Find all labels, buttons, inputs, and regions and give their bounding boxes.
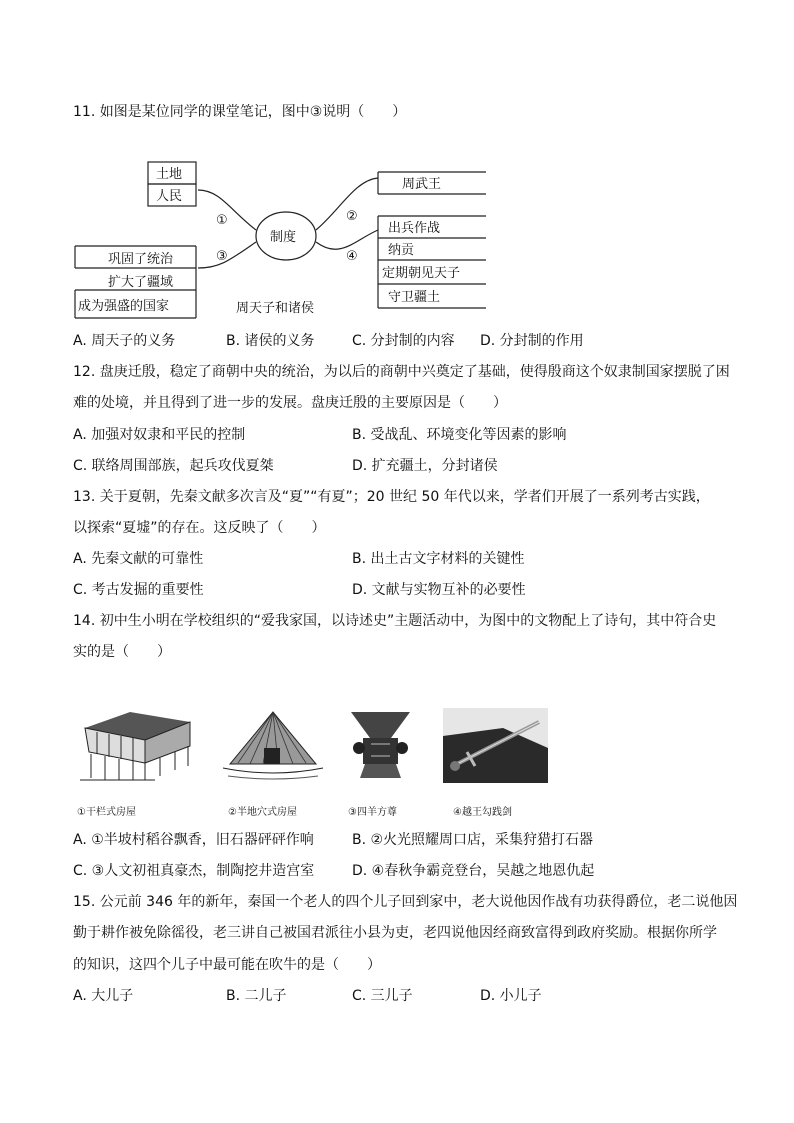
q15-option-d[interactable]: D. 小儿子 — [480, 988, 542, 1004]
q12-option-d[interactable]: D. 扩充疆土，分封诸侯 — [352, 458, 498, 474]
q11-option-a[interactable]: A. 周天子的义务 — [73, 333, 176, 349]
image-caption-4: ④越王勾践剑 — [453, 807, 512, 818]
question-15-stem-line-2: 勤于耕作被免除徭役，老三讲自己被国君派往小县为吏，老四说他因经商致富得到政府奖励。根据你所学 — [73, 925, 717, 941]
diagram-left-bottom-1: 巩固了统治 — [108, 252, 174, 267]
question-12-stem-line-2: 难的处境，并且得到了进一步的发展。盘庚迁殷的主要原因是（ ） — [73, 395, 507, 411]
q12-option-a[interactable]: A. 加强对奴隶和平民的控制 — [73, 427, 246, 443]
diagram-branch-3: ③ — [216, 249, 228, 264]
pit-house-icon — [218, 708, 328, 783]
diagram-branch-1: ① — [216, 213, 228, 228]
q11-option-b[interactable]: B. 诸侯的义务 — [226, 333, 315, 349]
diagram-branch-4: ④ — [346, 249, 358, 264]
diagram-left-bottom-3: 成为强盛的国家 — [78, 299, 170, 314]
diagram-right-bottom-1: 出兵作战 — [388, 221, 441, 236]
diagram-right-bottom-3: 定期朝见天子 — [382, 266, 461, 281]
feudal-system-diagram — [70, 150, 490, 320]
q14-option-c[interactable]: C. ③人文初祖真豪杰，制陶挖井造宫室 — [73, 863, 315, 879]
q15-option-b[interactable]: B. 二儿子 — [226, 988, 287, 1004]
diagram-left-top-2: 人民 — [156, 189, 183, 204]
q14-option-b[interactable]: B. ②火光照耀周口店，采集狩猎打石器 — [352, 832, 594, 848]
q15-option-c[interactable]: C. 三儿子 — [352, 988, 413, 1004]
q12-option-b[interactable]: B. 受战乱、环境变化等因素的影响 — [352, 427, 567, 443]
image-caption-2: ②半地穴式房屋 — [228, 807, 297, 818]
diagram-left-bottom-2: 扩大了疆域 — [108, 275, 174, 290]
q14-option-a[interactable]: A. ①半坡村稻谷飘香，旧石器砰砰作响 — [73, 832, 314, 848]
stilt-house-icon — [75, 708, 195, 783]
q13-option-a[interactable]: A. 先秦文献的可靠性 — [73, 551, 204, 567]
question-12-stem-line-1: 12. 盘庚迁殷，稳定了商朝中央的统治，为以后的商朝中兴奠定了基础，使得殷商这个奴隶制国家摆脱了困 — [73, 364, 730, 380]
question-14-stem-line-1: 14. 初中生小明在学校组织的“爱我家国，以诗述史”主题活动中，为图中的文物配上了诗句，其中符合史 — [73, 613, 717, 629]
q12-option-c[interactable]: C. 联络周围部族，起兵攻伐夏桀 — [73, 458, 274, 474]
question-13-stem-line-2: 以探索“夏墟”的存在。这反映了（ ） — [73, 520, 326, 536]
goujian-sword-icon — [443, 708, 548, 783]
diagram-center-label: 制度 — [270, 230, 297, 245]
question-13-stem-line-1: 13. 关于夏朝，先秦文献多次言及“夏”“有夏”；20 世纪 50 年代以来，学者们开展了一系列考古实践， — [73, 489, 710, 505]
question-11-stem: 11. 如图是某位同学的课堂笔记，图中③说明（ ） — [73, 104, 407, 120]
q15-option-a[interactable]: A. 大儿子 — [73, 988, 134, 1004]
diagram-branch-2: ② — [346, 209, 358, 224]
diagram-right-bottom-2: 纳贡 — [388, 243, 415, 258]
q13-option-d[interactable]: D. 文献与实物互补的必要性 — [352, 582, 526, 598]
q11-option-c[interactable]: C. 分封制的内容 — [352, 333, 455, 349]
q13-option-c[interactable]: C. 考古发掘的重要性 — [73, 582, 204, 598]
q14-option-d[interactable]: D. ④春秋争霸竞登台，吴越之地恩仇起 — [352, 863, 595, 879]
four-ram-zun-icon — [343, 708, 418, 783]
diagram-right-bottom-4: 守卫疆土 — [388, 290, 441, 305]
diagram-right-top-1: 周武王 — [402, 177, 442, 192]
question-14-stem-line-2: 实的是（ ） — [73, 644, 171, 660]
image-caption-3: ③四羊方尊 — [348, 807, 397, 818]
diagram-caption: 周天子和诸侯 — [236, 301, 315, 316]
q13-option-b[interactable]: B. 出土古文字材料的关键性 — [352, 551, 525, 567]
diagram-left-top-1: 土地 — [156, 167, 183, 182]
question-15-stem-line-3: 的知识，这四个儿子中最可能在吹牛的是（ ） — [73, 957, 381, 973]
question-15-stem-line-1: 15. 公元前 346 年的新年，秦国一个老人的四个儿子回到家中，老大说他因作战有功获得爵位，老二说他因 — [73, 894, 738, 910]
q11-option-d[interactable]: D. 分封制的作用 — [480, 333, 584, 349]
image-caption-1: ①干栏式房屋 — [77, 807, 136, 818]
